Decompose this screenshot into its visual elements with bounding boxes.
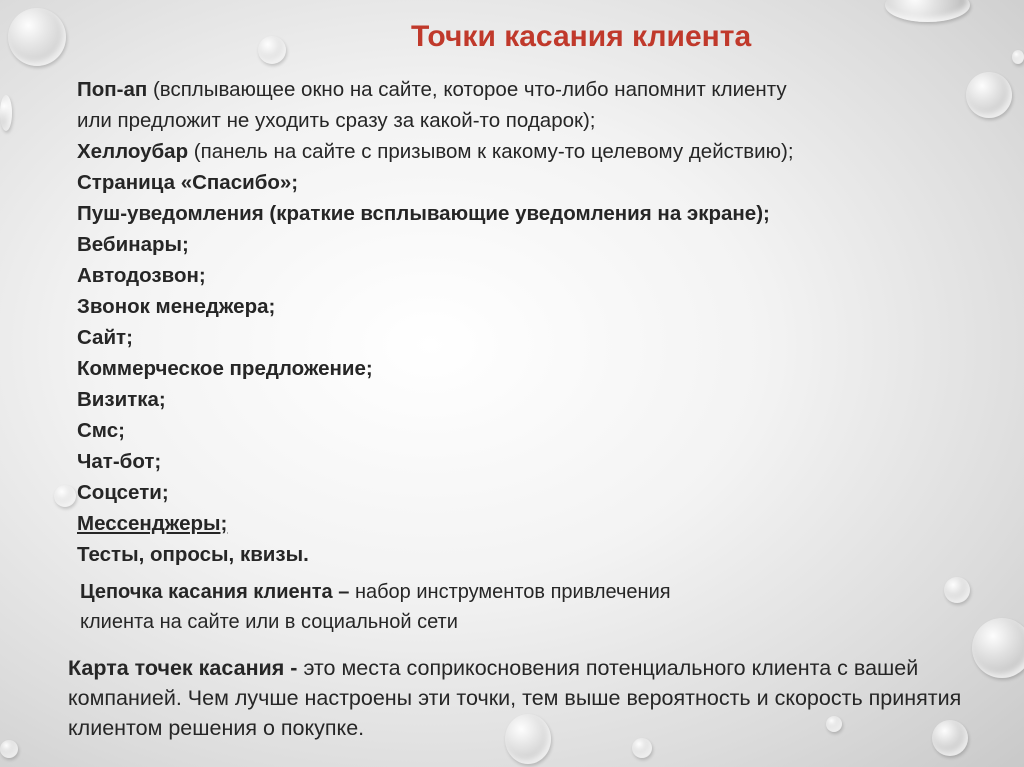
list-item: Мессенджеры; <box>77 512 228 535</box>
water-drop <box>885 0 970 22</box>
item-term: Хеллоубар <box>77 140 189 163</box>
chain-dash: – <box>338 581 350 603</box>
list-item-continuation: или предложит не уходить сразу за какой-то подарок); <box>77 109 596 132</box>
list-item <box>77 74 977 105</box>
list-item: Соцсети; <box>77 481 169 504</box>
chain-line2: клиента на сайте или в социальной сети <box>80 611 458 633</box>
list-item: Чат-бот; <box>77 450 162 473</box>
list-item: Тесты, опросы, квизы. <box>77 543 309 566</box>
water-drop <box>0 95 12 131</box>
item-term: Пуш-уведомления <box>77 202 264 225</box>
water-drop <box>0 740 18 758</box>
item-desc: (краткие всплывающие уведомления на экране); <box>269 202 770 225</box>
chain-term: Цепочка касания клиента <box>80 581 333 603</box>
list-item <box>77 136 977 167</box>
list-item: Смс; <box>77 419 125 442</box>
water-drop <box>8 8 66 66</box>
chain-definition <box>80 577 671 637</box>
item-term: Поп-ап <box>77 78 148 101</box>
map-definition <box>68 653 1008 743</box>
list-item: Визитка; <box>77 388 166 411</box>
item-desc: (панель на сайте с призывом к какому-то целевому действию); <box>193 140 794 163</box>
water-drop <box>944 577 970 603</box>
water-drop <box>1012 50 1024 64</box>
touchpoints-list <box>77 74 977 570</box>
item-desc: (всплывающее окно на сайте, которое что-либо напомнит клиенту <box>152 78 787 101</box>
map-text: это места соприкосновения потенциального клиента с вашей компанией. Чем лучше настроены эти точки, тем выше вероятность и скорость принятия клиентом решения о покупке. <box>68 656 962 740</box>
water-drop <box>54 485 76 507</box>
chain-line1: набор инструментов привлечения <box>354 581 671 603</box>
list-item <box>77 198 977 229</box>
list-item: Страница «Спасибо»; <box>77 171 299 194</box>
list-item: Сайт; <box>77 326 133 349</box>
list-item: Автодозвон; <box>77 264 206 287</box>
list-item: Звонок менеджера; <box>77 295 276 318</box>
water-drop <box>258 36 286 64</box>
list-item: Коммерческое предложение; <box>77 357 373 380</box>
list-item: Вебинары; <box>77 233 189 256</box>
map-term: Карта точек касания - <box>68 656 298 680</box>
page-title: Точки касания клиента <box>411 20 752 53</box>
